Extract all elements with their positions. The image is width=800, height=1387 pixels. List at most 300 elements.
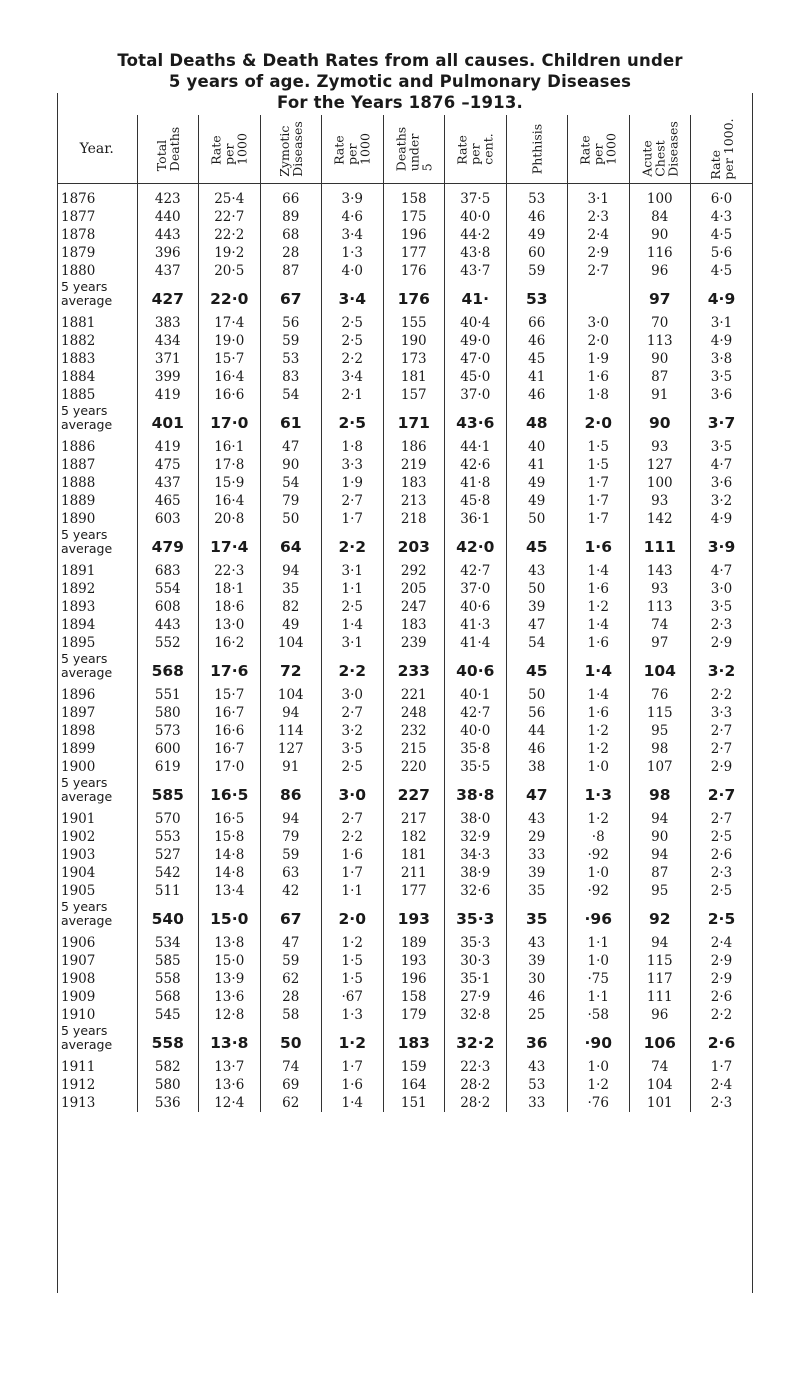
cell-deaths-under-5: 233 xyxy=(383,652,445,680)
cell-deaths-under-5: 158 xyxy=(383,184,445,209)
cell-acute-chest-diseases: 76 xyxy=(629,680,691,704)
cell-year: 5 years average xyxy=(57,528,137,556)
cell-rate-per-1000: 19·0 xyxy=(199,332,261,350)
cell-rate-per-1000: 13·4 xyxy=(199,882,261,900)
cell-acute-chest-diseases: 97 xyxy=(629,634,691,652)
cell-rate-per-1000: 15·7 xyxy=(199,680,261,704)
cell-zymotic-diseases: 67 xyxy=(260,900,322,928)
cell-zymotic-rate: 3·2 xyxy=(322,722,384,740)
cell-total-deaths: 437 xyxy=(137,474,199,492)
cell-phthisis-rate: ·96 xyxy=(568,900,630,928)
cell-acute-chest-diseases: 98 xyxy=(629,740,691,758)
cell-rate-per-1000: 20·5 xyxy=(199,262,261,280)
cell-total-deaths: 558 xyxy=(137,970,199,988)
cell-acute-chest-diseases: 93 xyxy=(629,432,691,456)
cell-zymotic-rate: 3·1 xyxy=(322,634,384,652)
cell-rate-per-1000: 22·3 xyxy=(199,556,261,580)
cell-deaths-under-5: 211 xyxy=(383,864,445,882)
cell-phthisis-rate: 1·4 xyxy=(568,556,630,580)
cell-phthisis-rate: ·92 xyxy=(568,882,630,900)
cell-chest-rate: 4·7 xyxy=(710,563,733,579)
cell-total-deaths: 619 xyxy=(137,758,199,776)
cell-deaths-under-5: 217 xyxy=(383,804,445,828)
table-row xyxy=(57,1006,752,1024)
cell-zymotic-diseases: 62 xyxy=(260,970,322,988)
cell-year: 1885 xyxy=(57,386,137,404)
cell-chest-rate: 2·3 xyxy=(710,617,733,633)
cell-deaths-under-5: 227 xyxy=(383,776,445,804)
cell-total-deaths: 585 xyxy=(137,776,199,804)
cell-total-deaths: 443 xyxy=(137,616,199,634)
cell-rate-per-cent: 40·6 xyxy=(445,652,507,680)
cell-zymotic-diseases: 94 xyxy=(260,556,322,580)
cell-phthisis-rate: 1·4 xyxy=(568,680,630,704)
cell-rate-per-cent: 43·8 xyxy=(445,244,507,262)
cell-zymotic-rate: 2·2 xyxy=(322,652,384,680)
cell-phthisis: 41 xyxy=(506,368,568,386)
cell-phthisis: 30 xyxy=(506,970,568,988)
table-row xyxy=(57,308,752,332)
cell-total-deaths: 580 xyxy=(137,704,199,722)
cell-rate-per-cent: 40·0 xyxy=(445,722,507,740)
cell-phthisis-rate: 1·2 xyxy=(568,1076,630,1094)
cell-phthisis-rate: ·90 xyxy=(568,1024,630,1052)
table-row xyxy=(57,928,752,952)
cell-zymotic-rate: 3·9 xyxy=(322,184,384,209)
cell-total-deaths: 554 xyxy=(137,580,199,598)
cell-zymotic-diseases: 63 xyxy=(260,864,322,882)
cell-acute-chest-diseases: 115 xyxy=(629,952,691,970)
cell-deaths-under-5: 181 xyxy=(383,368,445,386)
cell-phthisis-rate: 1·6 xyxy=(568,634,630,652)
cell-phthisis: 46 xyxy=(506,332,568,350)
cell-rate-per-cent: 35·3 xyxy=(445,900,507,928)
table-row xyxy=(57,510,752,528)
cell-year: 5 years average xyxy=(57,776,137,804)
cell-total-deaths: 600 xyxy=(137,740,199,758)
table-row xyxy=(57,864,752,882)
table-row xyxy=(57,474,752,492)
cell-rate-per-cent: 47·0 xyxy=(445,350,507,368)
cell-rate-per-1000: 13·9 xyxy=(199,970,261,988)
cell-phthisis-rate: 1·2 xyxy=(568,722,630,740)
cell-deaths-under-5: 176 xyxy=(383,280,445,308)
cell-deaths-under-5: 179 xyxy=(383,1006,445,1024)
cell-phthisis-rate: 1·7 xyxy=(568,492,630,510)
cell-zymotic-diseases: 104 xyxy=(260,634,322,652)
cell-total-deaths: 419 xyxy=(137,386,199,404)
cell-phthisis: 43 xyxy=(506,1052,568,1076)
cell-phthisis-rate: 1·0 xyxy=(568,952,630,970)
cell-acute-chest-diseases: 101 xyxy=(629,1094,691,1112)
cell-zymotic-rate: 1·3 xyxy=(322,1006,384,1024)
cell-rate-per-cent: 37·0 xyxy=(445,386,507,404)
cell-rate-per-1000: 17·6 xyxy=(199,652,261,680)
cell-rate-per-cent: 40·1 xyxy=(445,680,507,704)
cell-total-deaths: 465 xyxy=(137,492,199,510)
cell-acute-chest-diseases: 94 xyxy=(629,804,691,828)
cell-deaths-under-5: 181 xyxy=(383,846,445,864)
cell-zymotic-diseases: 69 xyxy=(260,1076,322,1094)
cell-deaths-under-5: 220 xyxy=(383,758,445,776)
cell-total-deaths: 427 xyxy=(137,280,199,308)
cell-phthisis-rate: 1·7 xyxy=(568,474,630,492)
cell-deaths-under-5: 159 xyxy=(383,1052,445,1076)
cell-acute-chest-diseases: 84 xyxy=(629,208,691,226)
cell-total-deaths: 552 xyxy=(137,634,199,652)
cell-year: 1892 xyxy=(57,580,137,598)
table-row xyxy=(57,226,752,244)
cell-zymotic-rate: ·67 xyxy=(322,988,384,1006)
cell-zymotic-rate: 2·0 xyxy=(322,900,384,928)
cell-phthisis: 35 xyxy=(506,882,568,900)
cell-rate-per-cent: 49·0 xyxy=(445,332,507,350)
cell-rate-per-cent: 36·1 xyxy=(445,510,507,528)
cell-chest-rate: 2·6 xyxy=(710,847,733,863)
cell-phthisis: 29 xyxy=(506,828,568,846)
cell-year: 1887 xyxy=(57,456,137,474)
cell-acute-chest-diseases: 94 xyxy=(629,846,691,864)
cell-rate-per-cent: 32·6 xyxy=(445,882,507,900)
cell-chest-rate: 3·1 xyxy=(710,315,733,331)
cell-year: 1897 xyxy=(57,704,137,722)
table-row xyxy=(57,1052,752,1076)
cell-rate-per-cent: 42·7 xyxy=(445,704,507,722)
cell-total-deaths: 479 xyxy=(137,528,199,556)
cell-rate-per-1000: 13·0 xyxy=(199,616,261,634)
table-row xyxy=(57,680,752,704)
cell-total-deaths: 603 xyxy=(137,510,199,528)
cell-total-deaths: 540 xyxy=(137,900,199,928)
cell-zymotic-diseases: 79 xyxy=(260,492,322,510)
cell-rate-per-1000: 22·7 xyxy=(199,208,261,226)
table-row xyxy=(57,634,752,652)
cell-year: 1890 xyxy=(57,510,137,528)
cell-year: 1913 xyxy=(57,1094,137,1112)
cell-phthisis-rate: ·75 xyxy=(568,970,630,988)
cell-rate-per-1000: 12·4 xyxy=(199,1094,261,1112)
cell-deaths-under-5: 151 xyxy=(383,1094,445,1112)
cell-year: 1910 xyxy=(57,1006,137,1024)
cell-zymotic-diseases: 67 xyxy=(260,280,322,308)
cell-year: 1877 xyxy=(57,208,137,226)
cell-rate-per-cent: 35·8 xyxy=(445,740,507,758)
cell-zymotic-diseases: 54 xyxy=(260,386,322,404)
cell-zymotic-diseases: 54 xyxy=(260,474,322,492)
cell-rate-per-1000: 13·6 xyxy=(199,1076,261,1094)
cell-phthisis: 33 xyxy=(506,846,568,864)
cell-deaths-under-5: 183 xyxy=(383,474,445,492)
cell-zymotic-diseases: 64 xyxy=(260,528,322,556)
cell-total-deaths: 545 xyxy=(137,1006,199,1024)
cell-zymotic-diseases: 59 xyxy=(260,332,322,350)
cell-zymotic-diseases: 56 xyxy=(260,308,322,332)
cell-acute-chest-diseases: 97 xyxy=(629,280,691,308)
cell-year: 1895 xyxy=(57,634,137,652)
cell-phthisis: 44 xyxy=(506,722,568,740)
cell-acute-chest-diseases: 91 xyxy=(629,386,691,404)
cell-phthisis: 46 xyxy=(506,740,568,758)
cell-chest-rate: 2·7 xyxy=(707,786,736,804)
cell-rate-per-1000: 17·4 xyxy=(199,308,261,332)
cell-rate-per-1000: 13·8 xyxy=(199,1024,261,1052)
cell-rate-per-cent: 40·4 xyxy=(445,308,507,332)
cell-phthisis-rate: 3·0 xyxy=(568,308,630,332)
cell-rate-per-1000: 22·0 xyxy=(199,280,261,308)
column-header-phthisis-rate xyxy=(568,115,630,184)
cell-total-deaths: 570 xyxy=(137,804,199,828)
cell-acute-chest-diseases: 93 xyxy=(629,492,691,510)
cell-phthisis: 47 xyxy=(506,616,568,634)
table-row xyxy=(57,804,752,828)
cell-zymotic-diseases: 83 xyxy=(260,368,322,386)
cell-phthisis-rate: 2·0 xyxy=(568,332,630,350)
cell-chest-rate: 6·0 xyxy=(710,191,733,207)
cell-phthisis: 53 xyxy=(506,184,568,209)
title-line-2: 5 years of age. Zymotic and Pulmonary Diseases xyxy=(168,72,632,91)
cell-rate-per-1000: 17·8 xyxy=(199,456,261,474)
cell-phthisis-rate: ·76 xyxy=(568,1094,630,1112)
cell-deaths-under-5: 177 xyxy=(383,244,445,262)
cell-acute-chest-diseases: 90 xyxy=(629,226,691,244)
column-header-label: Rate per 1000 xyxy=(577,133,619,165)
cell-zymotic-diseases: 35 xyxy=(260,580,322,598)
cell-rate-per-cent: 43·7 xyxy=(445,262,507,280)
cell-zymotic-rate: 3·3 xyxy=(322,456,384,474)
cell-total-deaths: 383 xyxy=(137,308,199,332)
cell-phthisis: 60 xyxy=(506,244,568,262)
cell-rate-per-1000: 18·1 xyxy=(199,580,261,598)
cell-rate-per-1000: 17·0 xyxy=(199,758,261,776)
cell-total-deaths: 401 xyxy=(137,404,199,432)
cell-year: 1884 xyxy=(57,368,137,386)
cell-zymotic-rate: 2·1 xyxy=(322,386,384,404)
cell-phthisis: 53 xyxy=(506,280,568,308)
cell-phthisis: 45 xyxy=(506,350,568,368)
cell-rate-per-cent: 32·8 xyxy=(445,1006,507,1024)
cell-year: 1878 xyxy=(57,226,137,244)
cell-chest-rate: 5·6 xyxy=(710,245,733,261)
cell-phthisis: 41 xyxy=(506,456,568,474)
cell-phthisis-rate: 1·6 xyxy=(568,704,630,722)
cell-zymotic-rate: 1·1 xyxy=(322,882,384,900)
average-row xyxy=(57,1024,752,1052)
cell-rate-per-1000: 16·6 xyxy=(199,386,261,404)
cell-rate-per-1000: 13·8 xyxy=(199,928,261,952)
table-row xyxy=(57,262,752,280)
cell-deaths-under-5: 196 xyxy=(383,970,445,988)
cell-phthisis: 53 xyxy=(506,1076,568,1094)
cell-deaths-under-5: 193 xyxy=(383,952,445,970)
cell-year: 1912 xyxy=(57,1076,137,1094)
cell-zymotic-diseases: 86 xyxy=(260,776,322,804)
cell-total-deaths: 527 xyxy=(137,846,199,864)
cell-zymotic-rate: 2·2 xyxy=(322,350,384,368)
cell-chest-rate: 3·3 xyxy=(710,705,733,721)
cell-zymotic-rate: 2·7 xyxy=(322,804,384,828)
cell-acute-chest-diseases: 116 xyxy=(629,244,691,262)
cell-zymotic-diseases: 66 xyxy=(260,184,322,209)
cell-phthisis-rate: 1·4 xyxy=(568,616,630,634)
cell-phthisis: 45 xyxy=(506,652,568,680)
cell-zymotic-rate: 2·2 xyxy=(322,828,384,846)
cell-acute-chest-diseases: 96 xyxy=(629,1006,691,1024)
cell-phthisis-rate: 1·1 xyxy=(568,988,630,1006)
cell-zymotic-rate: 2·2 xyxy=(322,528,384,556)
cell-chest-rate: 3·2 xyxy=(707,662,736,680)
cell-deaths-under-5: 247 xyxy=(383,598,445,616)
column-header-zymotic-diseases xyxy=(260,115,322,184)
cell-total-deaths: 536 xyxy=(137,1094,199,1112)
average-row xyxy=(57,404,752,432)
cell-phthisis: 46 xyxy=(506,988,568,1006)
cell-deaths-under-5: 173 xyxy=(383,350,445,368)
cell-year: 1883 xyxy=(57,350,137,368)
cell-total-deaths: 608 xyxy=(137,598,199,616)
table-row xyxy=(57,208,752,226)
cell-total-deaths: 582 xyxy=(137,1052,199,1076)
cell-phthisis: 46 xyxy=(506,208,568,226)
cell-zymotic-rate: 1·6 xyxy=(322,1076,384,1094)
cell-phthisis: 45 xyxy=(506,528,568,556)
cell-acute-chest-diseases: 70 xyxy=(629,308,691,332)
cell-phthisis-rate: 1·8 xyxy=(568,386,630,404)
column-header-label: Phthisis xyxy=(529,123,545,175)
cell-phthisis-rate: ·8 xyxy=(568,828,630,846)
cell-zymotic-rate: 3·4 xyxy=(322,280,384,308)
cell-year: 1898 xyxy=(57,722,137,740)
cell-year: 1906 xyxy=(57,928,137,952)
cell-phthisis-rate: 2·4 xyxy=(568,226,630,244)
cell-deaths-under-5: 182 xyxy=(383,828,445,846)
cell-deaths-under-5: 239 xyxy=(383,634,445,652)
cell-deaths-under-5: 203 xyxy=(383,528,445,556)
cell-year: 5 years average xyxy=(57,280,137,308)
cell-deaths-under-5: 157 xyxy=(383,386,445,404)
cell-deaths-under-5: 171 xyxy=(383,404,445,432)
cell-phthisis-rate: 2·0 xyxy=(568,404,630,432)
cell-acute-chest-diseases: 106 xyxy=(629,1024,691,1052)
cell-phthisis: 49 xyxy=(506,226,568,244)
cell-year: 1894 xyxy=(57,616,137,634)
column-header-label: Total Deaths xyxy=(153,126,182,172)
cell-zymotic-diseases: 28 xyxy=(260,988,322,1006)
cell-phthisis: 56 xyxy=(506,704,568,722)
column-header-zymotic-rate xyxy=(322,115,384,184)
cell-chest-rate: 3·6 xyxy=(710,475,733,491)
table-row xyxy=(57,828,752,846)
cell-rate-per-cent: 40·0 xyxy=(445,208,507,226)
column-header-total-deaths xyxy=(137,115,199,184)
cell-zymotic-diseases: 94 xyxy=(260,704,322,722)
cell-phthisis-rate: 2·9 xyxy=(568,244,630,262)
cell-chest-rate: 2·5 xyxy=(707,910,736,928)
cell-rate-per-cent: 27·9 xyxy=(445,988,507,1006)
cell-rate-per-cent: 28·2 xyxy=(445,1094,507,1112)
cell-total-deaths: 534 xyxy=(137,928,199,952)
table-row xyxy=(57,882,752,900)
cell-year: 1911 xyxy=(57,1052,137,1076)
cell-phthisis-rate: 1·7 xyxy=(568,510,630,528)
cell-phthisis-rate: 1·0 xyxy=(568,758,630,776)
cell-chest-rate: 3·2 xyxy=(710,493,733,509)
cell-zymotic-rate: 2·7 xyxy=(322,704,384,722)
cell-zymotic-rate: 4·6 xyxy=(322,208,384,226)
cell-zymotic-diseases: 127 xyxy=(260,740,322,758)
cell-zymotic-rate: 1·7 xyxy=(322,1052,384,1076)
cell-acute-chest-diseases: 143 xyxy=(629,556,691,580)
cell-chest-rate: 2·2 xyxy=(710,687,733,703)
cell-rate-per-1000: 20·8 xyxy=(199,510,261,528)
title-line-3: For the Years 1876 –1913. xyxy=(277,93,523,112)
cell-total-deaths: 396 xyxy=(137,244,199,262)
cell-chest-rate: 2·7 xyxy=(710,723,733,739)
cell-zymotic-rate: 1·8 xyxy=(322,432,384,456)
cell-total-deaths: 437 xyxy=(137,262,199,280)
cell-rate-per-cent: 43·6 xyxy=(445,404,507,432)
cell-chest-rate: 2·5 xyxy=(710,883,733,899)
cell-total-deaths: 511 xyxy=(137,882,199,900)
cell-total-deaths: 423 xyxy=(137,184,199,209)
cell-year: 5 years average xyxy=(57,652,137,680)
cell-rate-per-cent: 30·3 xyxy=(445,952,507,970)
cell-phthisis-rate: 1·6 xyxy=(568,580,630,598)
cell-year: 1882 xyxy=(57,332,137,350)
table-row xyxy=(57,704,752,722)
cell-chest-rate: 3·7 xyxy=(707,414,736,432)
cell-rate-per-1000: 13·6 xyxy=(199,988,261,1006)
cell-phthisis: 66 xyxy=(506,308,568,332)
cell-chest-rate: 2·4 xyxy=(710,935,733,951)
table-row xyxy=(57,580,752,598)
cell-deaths-under-5: 164 xyxy=(383,1076,445,1094)
cell-chest-rate: 2·6 xyxy=(710,989,733,1005)
cell-phthisis: 54 xyxy=(506,634,568,652)
table-row xyxy=(57,952,752,970)
cell-phthisis: 40 xyxy=(506,432,568,456)
cell-zymotic-rate: 3·1 xyxy=(322,556,384,580)
cell-zymotic-diseases: 68 xyxy=(260,226,322,244)
cell-zymotic-rate: 1·2 xyxy=(322,928,384,952)
cell-zymotic-diseases: 49 xyxy=(260,616,322,634)
cell-rate-per-cent: 38·8 xyxy=(445,776,507,804)
cell-zymotic-diseases: 61 xyxy=(260,404,322,432)
cell-rate-per-cent: 34·3 xyxy=(445,846,507,864)
cell-acute-chest-diseases: 93 xyxy=(629,580,691,598)
cell-chest-rate: 3·5 xyxy=(710,439,733,455)
cell-zymotic-diseases: 114 xyxy=(260,722,322,740)
cell-rate-per-cent: 41· xyxy=(445,280,507,308)
cell-acute-chest-diseases: 90 xyxy=(629,828,691,846)
cell-deaths-under-5: 183 xyxy=(383,616,445,634)
cell-rate-per-1000: 16·4 xyxy=(199,492,261,510)
cell-chest-rate: 3·8 xyxy=(710,351,733,367)
cell-rate-per-1000: 16·4 xyxy=(199,368,261,386)
cell-deaths-under-5: 205 xyxy=(383,580,445,598)
cell-total-deaths: 542 xyxy=(137,864,199,882)
table-header xyxy=(57,115,752,184)
average-row xyxy=(57,652,752,680)
cell-phthisis: 47 xyxy=(506,776,568,804)
cell-phthisis: 39 xyxy=(506,598,568,616)
cell-total-deaths: 568 xyxy=(137,652,199,680)
table-row xyxy=(57,1076,752,1094)
cell-total-deaths: 558 xyxy=(137,1024,199,1052)
cell-zymotic-rate: 1·3 xyxy=(322,244,384,262)
cell-chest-rate: 4·9 xyxy=(710,511,733,527)
cell-total-deaths: 443 xyxy=(137,226,199,244)
cell-phthisis: 39 xyxy=(506,864,568,882)
